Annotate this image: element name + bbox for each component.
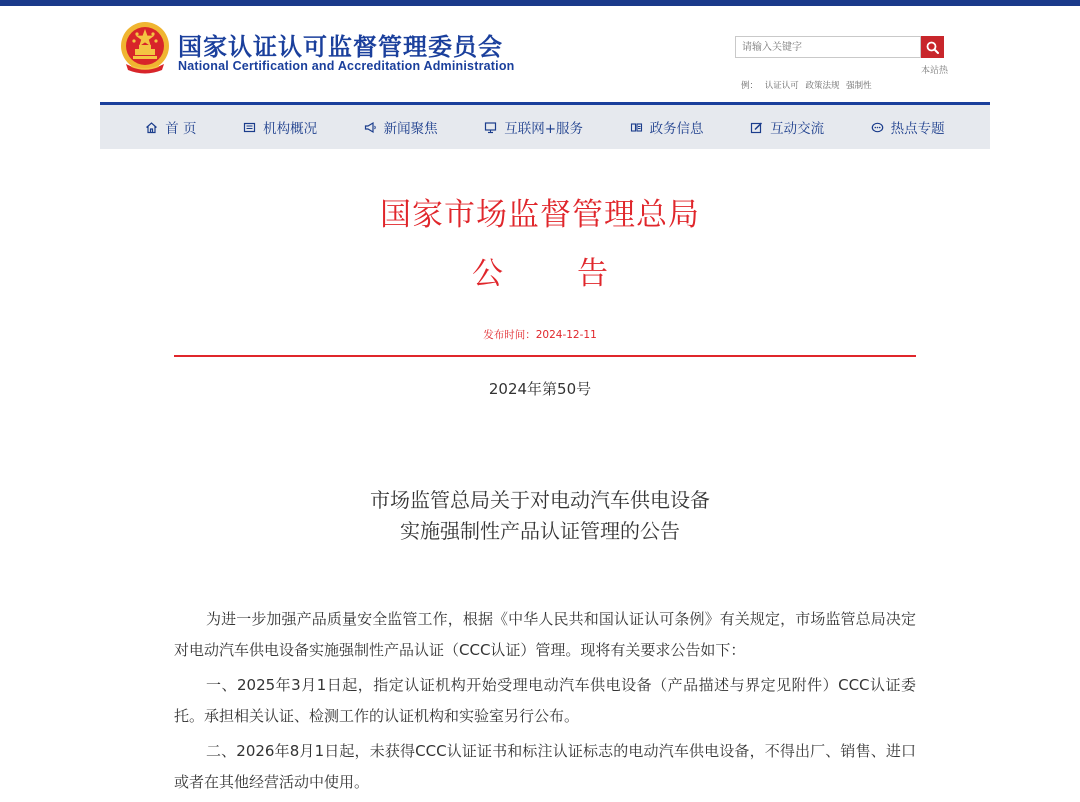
nav-item-org[interactable]	[243, 117, 317, 137]
nav-item-label: 互动交流	[770, 121, 825, 137]
divider	[174, 355, 916, 357]
nav-item-label: 热点专题	[890, 121, 945, 137]
search-input[interactable]	[735, 36, 921, 58]
article-title-line: 市场监管总局关于对电动汽车供电设备	[370, 488, 710, 512]
search-icon	[926, 41, 939, 54]
edit-icon	[750, 121, 763, 134]
nav-item-home[interactable]	[145, 117, 196, 137]
publish-date	[0, 327, 1080, 342]
document-number: 2024年第50号	[488, 380, 592, 398]
article-title	[0, 485, 1080, 547]
publish-date-value: 2024-12-11	[535, 329, 597, 341]
publish-date-label: 发布时间：	[483, 329, 536, 341]
chat-icon	[871, 121, 884, 134]
home-icon	[145, 121, 158, 134]
site-search-label[interactable]: 本站热	[921, 66, 949, 76]
national-emblem-icon[interactable]	[118, 20, 172, 76]
nav-item-services[interactable]	[484, 117, 583, 137]
hot-words-prefix: 例：	[741, 81, 759, 91]
nav-item-label: 机构概况	[263, 121, 318, 137]
article-paragraph: 为进一步加强产品质量安全监管工作，根据《中华人民共和国认证认可条例》有关规定，市场监管总局决定对电动汽车供电设备实施强制性产品认证（CCC认证）管理。现将有关要求公告如下：	[174, 610, 916, 659]
hot-word-link[interactable]: 认证认可	[764, 81, 799, 91]
article-body	[174, 604, 916, 802]
monitor-icon	[484, 121, 497, 134]
article-title-line: 实施强制性产品认证管理的公告	[400, 519, 680, 543]
megaphone-icon	[364, 121, 377, 134]
nav-item-label: 互联网+服务	[504, 121, 584, 137]
nav-item-label: 新闻聚焦	[383, 121, 438, 137]
agency-heading: 国家市场监督管理总局	[380, 197, 700, 233]
article-paragraph: 一、2025年3月1日起，指定认证机构开始受理电动汽车供电设备（产品描述与界定见附件）CCC认证委托。承担相关认证、检测工作的认证机构和实验室另行公布。	[174, 676, 916, 725]
org-icon	[243, 121, 256, 134]
org-name-cn[interactable]: 国家认证认可监督管理委员会	[178, 33, 503, 61]
nav-item-label: 首 页	[165, 121, 197, 137]
hot-word-link[interactable]: 政策法规	[805, 81, 840, 91]
nav-item-topics[interactable]	[871, 117, 945, 137]
nav-item-label: 政务信息	[649, 121, 704, 137]
notice-heading: 公告	[472, 256, 682, 292]
org-name-en[interactable]: National Certification and Accreditation Administration	[178, 59, 515, 73]
search-button[interactable]	[921, 36, 944, 58]
hot-word-link[interactable]: 强制性	[846, 81, 872, 91]
nav-item-gov-info[interactable]	[630, 117, 704, 137]
info-icon	[630, 121, 643, 134]
article-paragraph: 二、2026年8月1日起，未获得CCC认证证书和标注认证标志的电动汽车供电设备，不得出厂、销售、进口或者在其他经营活动中使用。	[174, 742, 916, 791]
top-accent-bar	[0, 0, 1080, 6]
main-nav	[100, 102, 990, 149]
nav-item-news[interactable]	[364, 117, 438, 137]
hot-words	[741, 79, 876, 91]
nav-item-interaction[interactable]	[750, 117, 824, 137]
